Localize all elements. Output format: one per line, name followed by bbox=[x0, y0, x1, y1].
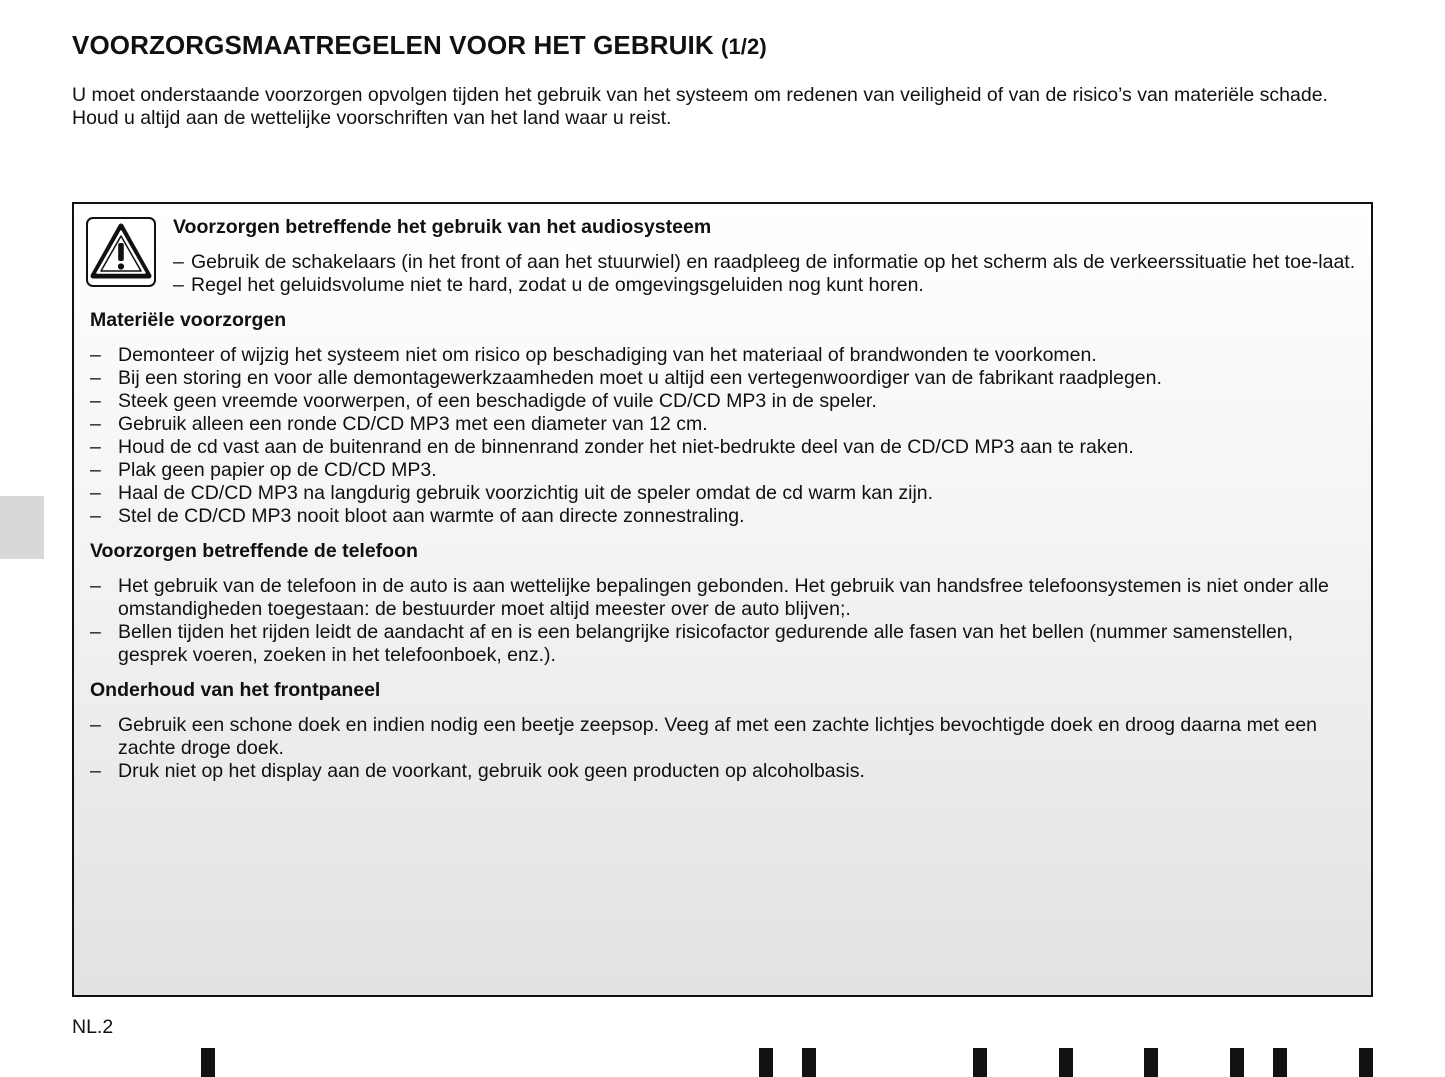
list-item: – Druk niet op het display aan de voorkant, gebruik ook geen producten op alcoholbasis. bbox=[90, 760, 865, 782]
audio-list bbox=[173, 251, 1358, 297]
print-mark bbox=[1059, 1048, 1073, 1077]
material-section bbox=[90, 309, 1358, 528]
section-heading: Voorzorgen betreffende het gebruik van het audiosysteem bbox=[173, 216, 712, 238]
list-item: – Plak geen papier op de CD/CD MP3. bbox=[90, 459, 437, 481]
list-item: – Stel de CD/CD MP3 nooit bloot aan warmte of aan directe zonnestraling. bbox=[90, 505, 745, 527]
list-item: – Bellen tijden het rijden leidt de aandacht af en is een belangrijke risicofactor gedurende alle fasen van het bellen (nummer samenstellen, gesprek voeren, zoeken in het telefoonboek, enz.). bbox=[90, 621, 1294, 666]
material-list bbox=[90, 344, 1358, 528]
chapter-tab bbox=[0, 496, 44, 559]
list-item: – Houd de cd vast aan de buitenrand en de binnenrand zonder het niet-bedrukte deel van de CD/CD MP3 aan te raken. bbox=[90, 436, 1134, 458]
print-mark bbox=[802, 1048, 816, 1077]
print-mark bbox=[1273, 1048, 1287, 1077]
list-item: – Demonteer of wijzig het systeem niet om risico op beschadiging van het materiaal of brandwonden te voorkomen. bbox=[90, 344, 1097, 366]
intro-line: Houd u altijd aan de wettelijke voorschriften van het land waar u reist. bbox=[72, 107, 672, 129]
list-item: – Bij een storing en voor alle demontagewerkzaamheden moet u altijd een vertegenwoordiger van de fabrikant raadplegen. bbox=[90, 367, 1162, 389]
section-heading: Materiële voorzorgen bbox=[90, 309, 287, 331]
list-item: – Regel het geluidsvolume niet te hard, zodat u de omgevingsgeluiden nog kunt horen. bbox=[173, 274, 924, 296]
list-item: – Gebruik alleen een ronde CD/CD MP3 met een diameter van 12 cm. bbox=[90, 413, 708, 435]
intro-text bbox=[72, 84, 1392, 130]
list-item: – Gebruik de schakelaars (in het front of aan het stuurwiel) en raadpleeg de informatie op het scherm als de verkeerssituatie het toe-laat. bbox=[173, 251, 1356, 273]
audio-section bbox=[173, 216, 1358, 297]
list-item: – Haal de CD/CD MP3 na langdurig gebruik voorzichtig uit de speler omdat de cd warm kan zijn. bbox=[90, 482, 934, 504]
print-mark bbox=[1230, 1048, 1244, 1077]
section-heading: Onderhoud van het frontpaneel bbox=[90, 679, 381, 701]
print-mark bbox=[759, 1048, 773, 1077]
page-number: NL.2 bbox=[72, 1016, 114, 1038]
phone-section bbox=[90, 540, 1358, 667]
print-mark bbox=[201, 1048, 215, 1077]
section-heading: Voorzorgen betreffende de telefoon bbox=[90, 540, 418, 562]
page-title-text: VOORZORGSMAATREGELEN VOOR HET GEBRUIK bbox=[72, 30, 714, 60]
page-title bbox=[72, 30, 767, 61]
phone-list bbox=[90, 575, 1358, 667]
page-title-part: (1/2) bbox=[721, 34, 767, 59]
frontpanel-list bbox=[90, 714, 1358, 783]
intro-line: U moet onderstaande voorzorgen opvolgen tijden het gebruik van het systeem om redenen van veiligheid of van de risico’s van materiële schade. bbox=[72, 84, 1328, 106]
print-mark bbox=[1359, 1048, 1373, 1077]
print-marks bbox=[0, 1048, 1445, 1077]
list-item: – Het gebruik van de telefoon in de auto is aan wettelijke bepalingen gebonden. Het gebruik van handsfree telefoonsystemen is niet onder alle omstandigheden toegestaan: de bestuurder moet altijd meester over de auto blijven;. bbox=[90, 575, 1329, 620]
list-item: – Gebruik een schone doek en indien nodig een beetje zeepsop. Veeg af met een zachte lichtjes bevochtigde doek en droog daarna met een zachte droge doek. bbox=[90, 714, 1318, 759]
precautions-box bbox=[72, 202, 1373, 997]
print-mark bbox=[973, 1048, 987, 1077]
frontpanel-section bbox=[90, 679, 1358, 783]
box-content bbox=[90, 216, 1358, 783]
print-mark bbox=[1144, 1048, 1158, 1077]
list-item: – Steek geen vreemde voorwerpen, of een beschadigde of vuile CD/CD MP3 in de speler. bbox=[90, 390, 877, 412]
